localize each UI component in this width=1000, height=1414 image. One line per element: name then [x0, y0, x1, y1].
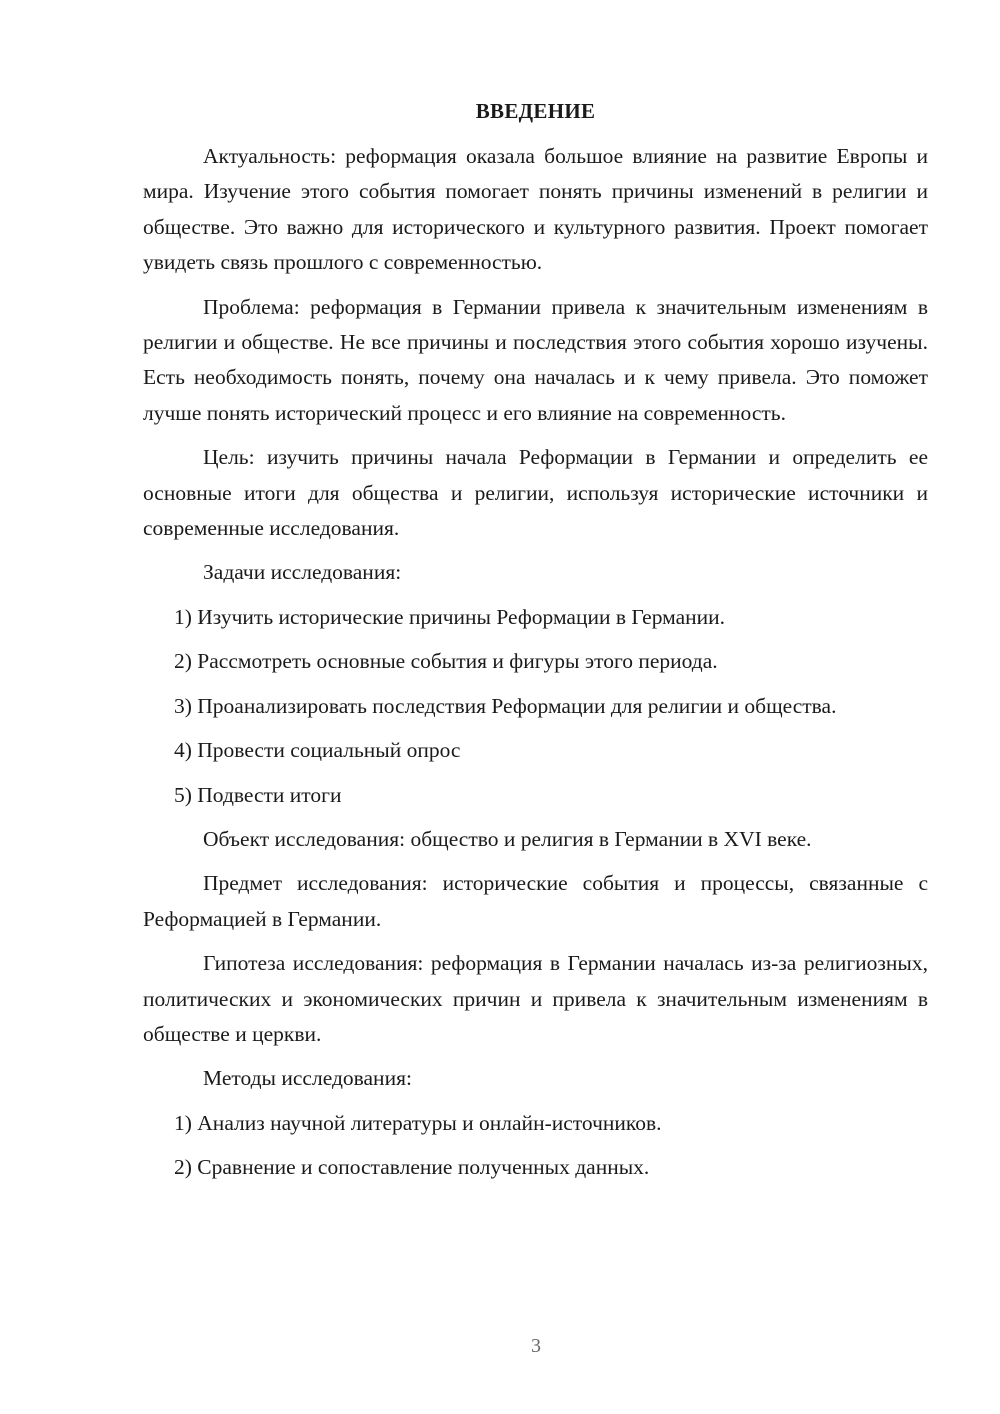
method-item-2: 2) Сравнение и сопоставление полученных данных. [174, 1155, 650, 1180]
page-number: 3 [531, 1335, 541, 1357]
task-item-5: 5) Подвести итоги [174, 782, 342, 807]
section-title: ВВЕДЕНИЕ [475, 99, 596, 123]
method-item-1: 1) Анализ научной литературы и онлайн-источников. [174, 1110, 662, 1135]
page-content [143, 96, 928, 1195]
task-item-3: 3) Проанализировать последствия Реформации для религии и общества. [174, 693, 837, 718]
subject-paragraph: Предмет исследования: исторические события и процессы, связанные с Реформацией в Германии. [143, 871, 928, 931]
task-item-1: 1) Изучить исторические причины Реформации в Германии. [174, 604, 726, 629]
task-item-4: 4) Провести социальный опрос [174, 738, 461, 763]
methods-heading: Методы исследования: [203, 1066, 412, 1091]
hypothesis-paragraph: Гипотеза исследования: реформация в Германии началась из-за религиозных, политических и экономических причин и привела к значительным изменениям в обществе и церкви. [143, 951, 928, 1046]
problem-paragraph: Проблема: реформация в Германии привела к значительным изменениям в религии и обществе. Не все причины и последствия этого события хорошо изучены. Есть необходимость понять, почему она началась и к чему привела. Это поможет лучше понять исторический процесс и его влияние на современность. [143, 294, 928, 425]
relevance-paragraph: Актуальность: реформация оказала большое влияние на развитие Европы и мира. Изучение этого события помогает понять причины изменений в религии и обществе. Это важно для исторического и культурного развития. Проект помогает увидеть связь прошлого с современностью. [143, 144, 928, 275]
task-item-2: 2) Рассмотреть основные события и фигуры этого периода. [174, 649, 718, 674]
goal-paragraph: Цель: изучить причины начала Реформации в Германии и определить ее основные итоги для общества и религии, используя исторические источники и современные исследования. [143, 445, 928, 541]
object-paragraph: Объект исследования: общество и религия в Германии в XVI веке. [203, 826, 812, 851]
tasks-heading: Задачи исследования: [203, 560, 402, 585]
